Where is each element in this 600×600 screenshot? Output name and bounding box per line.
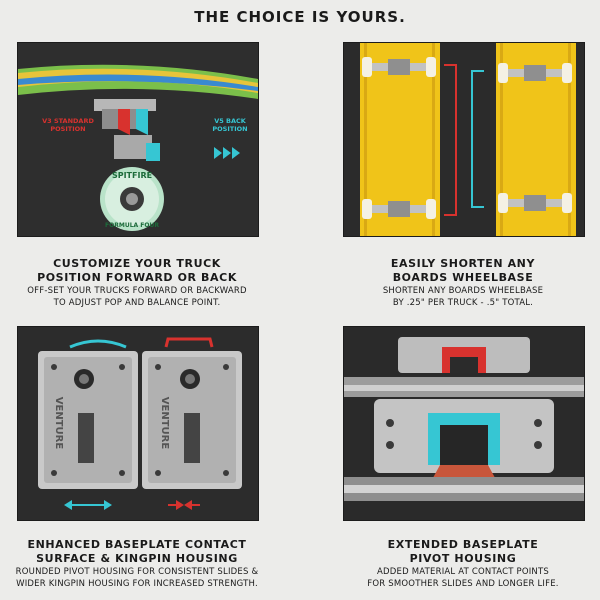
caption-heading-line1: ENHANCED BASEPLATE CONTACT	[27, 538, 247, 551]
forward-position-label-line2: POSITION	[50, 125, 86, 133]
caption-body-line2: BY .25" PER TRUCK - .5" TOTAL.	[392, 298, 534, 308]
baseplate-logo-text: VENTURE	[53, 396, 64, 450]
caption-heading-line1: EASILY SHORTEN ANY	[390, 257, 536, 270]
caption-heading-line2: BOARDS WHEELBASE	[392, 271, 534, 284]
caption-heading-line1: EXTENDED BASEPLATE	[387, 538, 539, 551]
caption-pivot-housing	[336, 538, 590, 590]
wheel-formula-text: FORMULA FOUR	[105, 222, 159, 229]
caption-wheelbase	[336, 257, 590, 309]
back-position-label-line2: POSITION	[212, 125, 248, 133]
caption-body-line1: ADDED MATERIAL AT CONTACT POINTS	[377, 567, 549, 577]
wheelbase-comparison-photo	[343, 42, 585, 237]
forward-position-label: V3 STANDARD	[42, 117, 94, 125]
caption-heading-line1: CUSTOMIZE YOUR TRUCK	[53, 257, 221, 270]
back-position-label: V5 BACK	[214, 117, 246, 125]
baseplate-logo-text-2: VENTURE	[159, 396, 170, 450]
caption-heading-line2: PIVOT HOUSING	[409, 552, 517, 565]
caption-baseplate	[4, 538, 270, 590]
caption-body-line2: WIDER KINGPIN HOUSING FOR INCREASED STRENGTH.	[16, 579, 258, 589]
page-title: THE CHOICE IS YOURS.	[194, 8, 406, 26]
caption-heading-line2: SURFACE & KINGPIN HOUSING	[36, 552, 238, 565]
caption-body-line1: SHORTEN ANY BOARDS WHEELBASE	[382, 286, 544, 296]
wheel-brand-text: SPITFIRE	[111, 171, 153, 180]
caption-body-line1: ROUNDED PIVOT HOUSING FOR CONSISTENT SLIDES &	[15, 567, 259, 577]
pivot-housing-photo	[343, 326, 585, 521]
caption-body-line2: FOR SMOOTHER SLIDES AND LONGER LIFE.	[367, 579, 559, 589]
baseplate-comparison-photo	[17, 326, 259, 521]
caption-heading-line2: POSITION FORWARD OR BACK	[37, 271, 237, 284]
caption-body-line2: TO ADJUST POP AND BALANCE POINT.	[53, 298, 221, 308]
caption-truck-position	[10, 257, 264, 309]
truck-position-photo	[17, 42, 259, 237]
caption-body-line1: OFF-SET YOUR TRUCKS FORWARD OR BACKWARD	[27, 286, 247, 296]
